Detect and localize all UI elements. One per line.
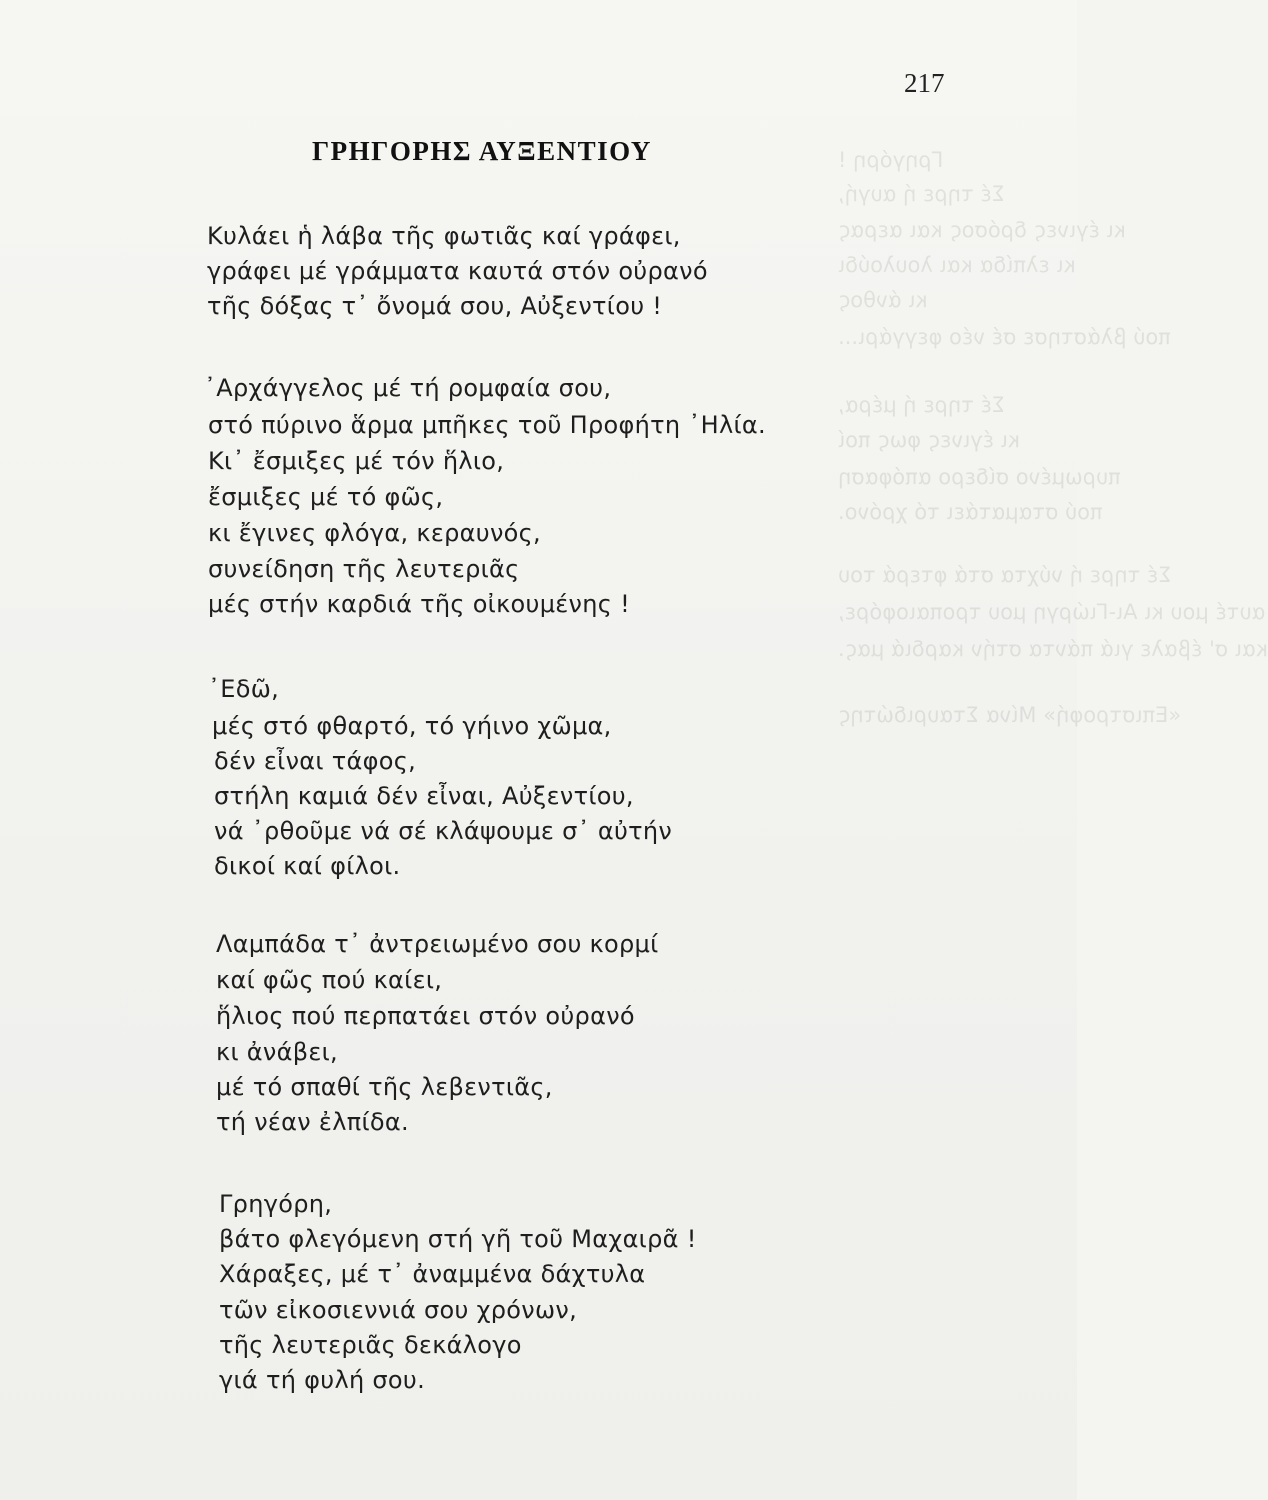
poem-line: κι ἔγινες φλόγα, κεραυνός, — [208, 519, 541, 547]
poem-line: Λαμπάδα τ᾽ ἀντρειωμένο σου κορμί — [216, 930, 659, 958]
show-through-text: αυτέ μου κι Αι-Γιώργη μου τροπαιοφόρε, — [838, 600, 1266, 624]
poem-line: μές στό φθαρτό, τό γήινο χῶμα, — [212, 712, 612, 740]
poem-line: μέ τό σπαθί τῆς λεβεντιᾶς, — [216, 1073, 553, 1101]
poem-line: στό πύρινο ἅρμα μπῆκες τοῦ Προφήτη ᾽Ηλία. — [208, 411, 766, 439]
poem-line: συνείδηση τῆς λευτεριᾶς — [208, 555, 520, 583]
show-through-text: κι έγινες φως ποί — [838, 428, 1021, 452]
show-through-text: κι έγινες δρόσος και αερας — [838, 218, 1127, 242]
poem-line: ἔσμιξες μέ τό φῶς, — [208, 483, 444, 511]
poem-line: τῆς λευτεριᾶς δεκάλογο — [219, 1331, 522, 1359]
poem-line: δέν εἶναι τάφος, — [214, 747, 417, 775]
poem-line: τῆς δόξας τ᾽ ὄνομά σου, Αὐξεντίου ! — [207, 292, 663, 320]
show-through-text: κι άνθος — [838, 288, 928, 312]
show-through-text: «Επιστροφή» Μίνα Σταυριδώτης — [838, 703, 1182, 727]
poem-line: τή νέαν ἐλπίδα. — [216, 1108, 409, 1136]
page-number: 217 — [904, 68, 945, 98]
poem-line: τῶν εἰκοσιεννιά σου χρόνων, — [219, 1296, 578, 1324]
poem-line: Κι᾽ ἔσμιξες μέ τόν ἥλιο, — [208, 447, 505, 475]
show-through-text: Γρηγόρη ! — [838, 148, 944, 172]
show-through-text: πού βλάστησε σέ νέο φεγγάρι... — [838, 325, 1171, 349]
show-through-text: Σέ τηρε ή νύχτα στά φτερά του — [838, 563, 1172, 587]
poem-line: κι ἀνάβει, — [216, 1038, 338, 1066]
poem-line: βάτο φλεγόμενη στή γῆ τοῦ Μαχαιρᾶ ! — [219, 1225, 697, 1253]
poem-line: ᾽Αρχάγγελος μέ τή ρομφαία σου, — [204, 374, 612, 402]
poem-line: Γρηγόρη, — [219, 1190, 333, 1218]
poem-line: μές στήν καρδιά τῆς οἰκουμένης ! — [208, 590, 631, 618]
poem-line: στήλη καμιά δέν εἶναι, Αὐξεντίου, — [214, 782, 634, 810]
poem-line: ἥλιος πού περπατάει στόν οὐρανό — [216, 1002, 635, 1030]
poem-line: Χάραξες, μέ τ᾽ ἀναμμένα δάχτυλα — [219, 1260, 646, 1288]
poem-line: γιά τή φυλή σου. — [219, 1366, 426, 1394]
show-through-text: κι ελπίδα και λουλούδι — [838, 253, 1076, 277]
poem-line: γράφει μέ γράμματα καυτά στόν οὐρανό — [207, 257, 708, 285]
poem-line: καί φῶς πού καίει, — [216, 966, 443, 994]
poem-line: ᾽Εδῶ, — [208, 675, 280, 703]
show-through-text: και σ' έβαλε γιά πάντα στήν καρδιά μας. — [838, 637, 1268, 661]
poem-line: νά ᾽ρθοῦμε νά σέ κλάψουμε σ᾽ αὐτήν — [214, 817, 673, 845]
show-through-text: Σέ τηρε ή μέρα, — [838, 393, 1006, 417]
show-through-text: Σέ τηρε ή αυγή, — [838, 182, 1005, 206]
show-through-text: πυρωμένο σίδερο απόφαση — [838, 465, 1121, 489]
poem-line: δικοί καί φίλοι. — [214, 852, 401, 880]
poem-title: ΓΡΗΓΟΡΗΣ ΑΥΞΕΝΤΙΟΥ — [312, 136, 652, 166]
poem-line: Κυλάει ἡ λάβα τῆς φωτιᾶς καί γράφει, — [207, 222, 681, 250]
show-through-text: πού σταματάει τό χρόνο. — [838, 500, 1103, 524]
